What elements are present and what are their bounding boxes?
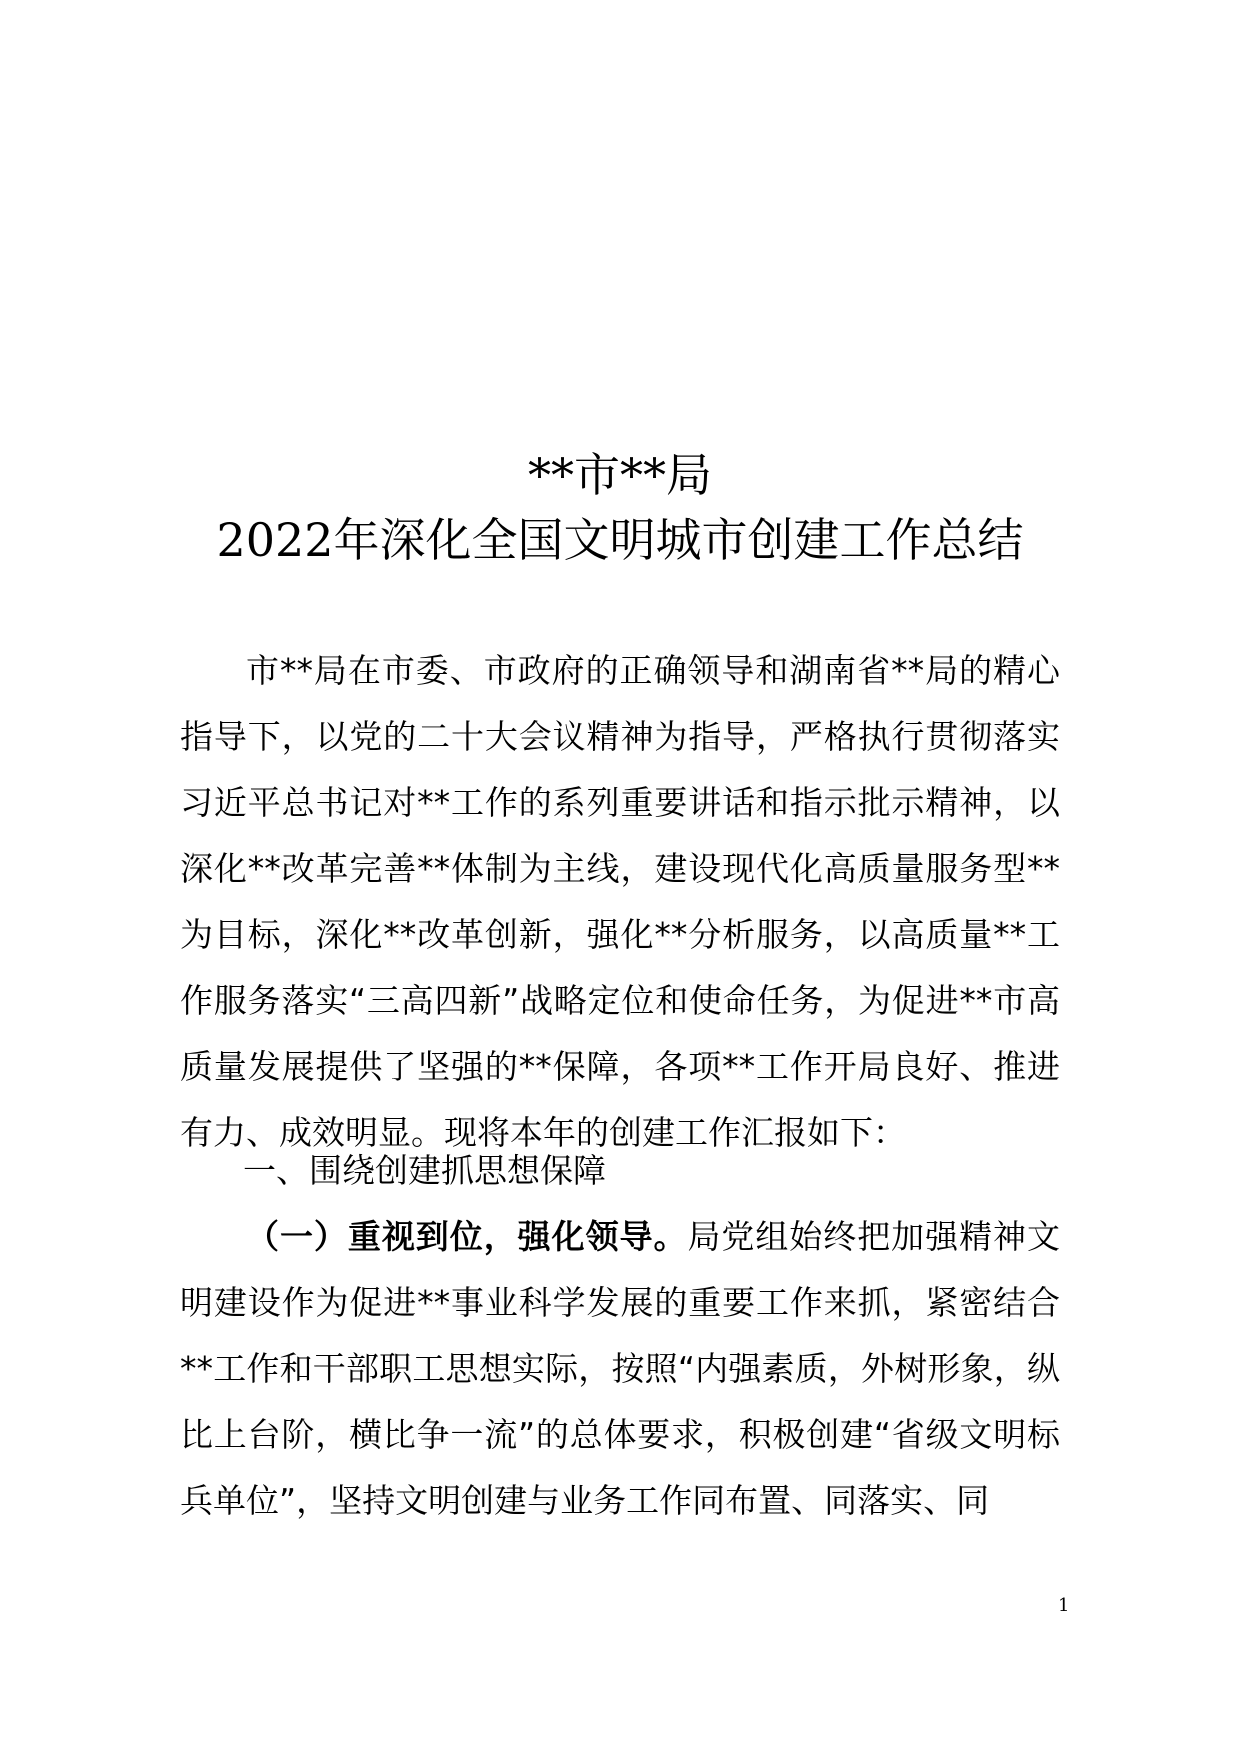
section-heading: 一、围绕创建抓思想保障 [243, 1151, 606, 1190]
section-paragraph [180, 1204, 1060, 1534]
document-title-line2: 2022年深化全国文明城市创建工作总结 [216, 513, 1024, 567]
document-title-line1: **市**局 [528, 448, 712, 502]
page-number: 1 [1058, 1595, 1070, 1616]
intro-paragraph: 市**局在市委、市政府的正确领导和湖南省**局的精心指导下，以党的二十大会议精神为指导，严格执行贯彻落实习近平总书记对**工作的系列重要讲话和指示批示精神，以深化**改革完善**体制为主线，建设现代化高质量服务型**为目标，深化**改革创新，强化**分析服务，以高质量**工作服务落实“三高四新”战略定位和使命任务，为促进**市高质量发展提供了坚强的**保障，各项**工作开局良好、推进有力、成效明显。现将本年的创建工作汇报如下： [180, 651, 1060, 1152]
paragraph-lead-bold: （一）重视到位，强化领导。 [246, 1217, 688, 1256]
paragraph-body: 局党组始终把加强精神文明建设作为促进**事业科学发展的重要工作来抓，紧密结合**工作和干部职工思想实际，按照“内强素质，外树形象，纵比上台阶，横比争一流”的总体要求，积极创建“省级文明标兵单位”，坚持文明创建与业务工作同布置、同落实、同 [180, 1217, 1061, 1520]
